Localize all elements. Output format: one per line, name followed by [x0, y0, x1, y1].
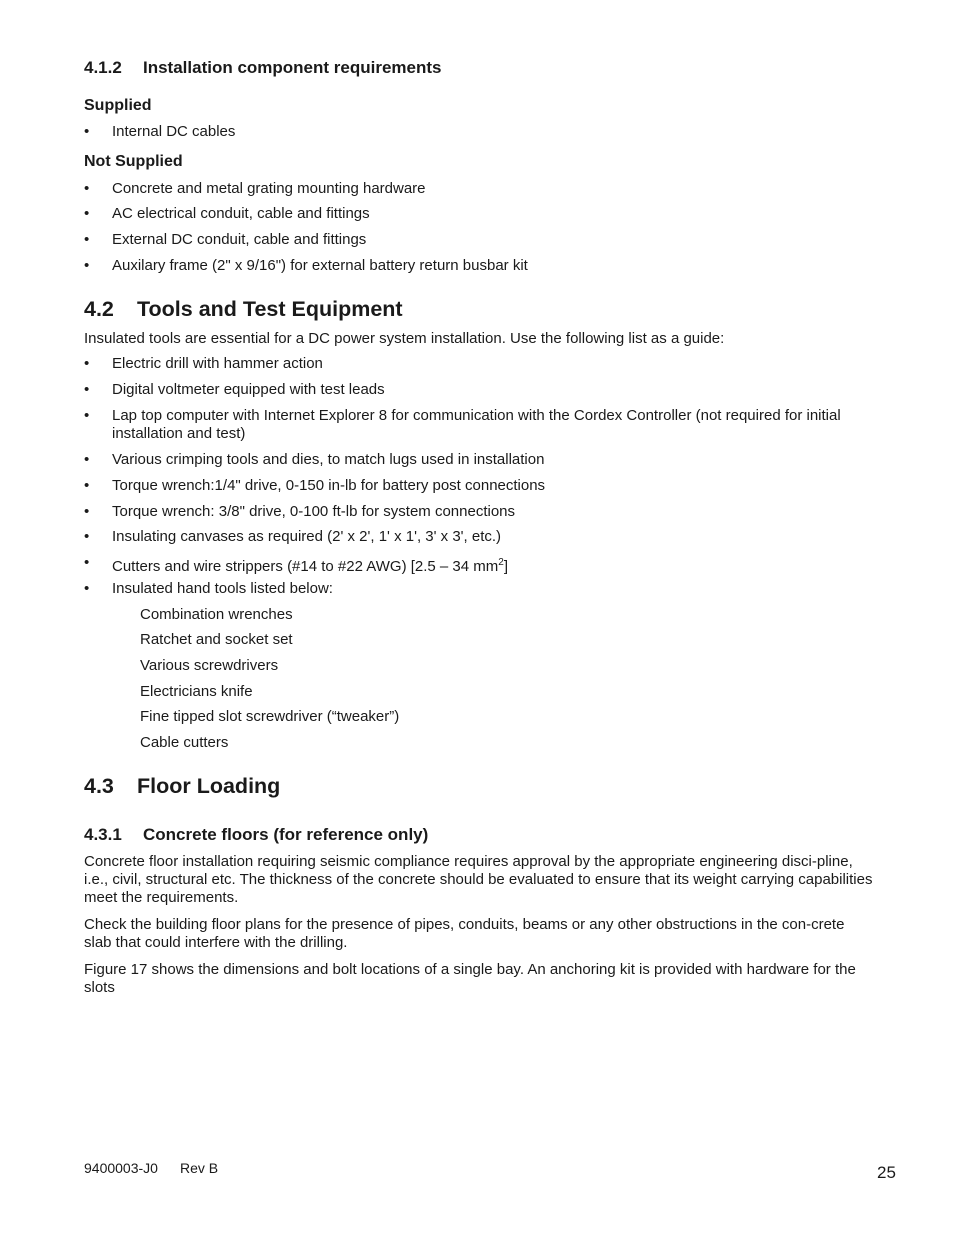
- bullet-icon: •: [84, 123, 90, 140]
- list-item: [84, 528, 874, 546]
- section-title: Concrete floors (for reference only): [143, 825, 429, 844]
- list-item-text: [112, 554, 852, 576]
- doc-number: 9400003-J0: [84, 1160, 158, 1176]
- bullet-icon: •: [84, 580, 90, 597]
- list-item-text: Concrete and metal grating mounting hardware: [112, 180, 426, 197]
- revision: Rev B: [179, 1160, 219, 1176]
- bullet-icon: •: [84, 554, 90, 571]
- list-item-text: Electric drill with hammer action: [112, 355, 323, 372]
- bullet-icon: •: [84, 205, 90, 222]
- section-number: 4.1.2: [84, 58, 122, 77]
- list-item: [84, 503, 874, 521]
- bullet-icon: •: [84, 180, 90, 197]
- list-item: [84, 381, 874, 399]
- bullet-icon: •: [84, 257, 90, 274]
- list-item: [84, 205, 874, 223]
- list-item-text: Lap top computer with Internet Explorer 8 for communication with the Cordex Controller (not required for initial installation and test): [112, 407, 841, 442]
- bullet-icon: •: [84, 503, 90, 520]
- section-4-3-1-heading: [84, 825, 428, 845]
- list-item: [84, 180, 874, 198]
- list-item-text: Digital voltmeter equipped with test leads: [112, 381, 385, 398]
- section-number: 4.3: [84, 774, 114, 798]
- list-item-text: AC electrical conduit, cable and fittings: [112, 205, 370, 222]
- bullet-icon: •: [84, 381, 90, 398]
- hand-tool-item: Cable cutters: [140, 734, 229, 751]
- not-supplied-heading: Not Supplied: [84, 153, 183, 170]
- list-item: [84, 231, 874, 249]
- section-number: 4.3.1: [84, 825, 122, 844]
- section-number: 4.2: [84, 297, 114, 321]
- bullet-icon: •: [84, 477, 90, 494]
- list-item: [84, 580, 874, 598]
- list-item: [84, 407, 874, 443]
- paragraph: Concrete floor installation requiring seismic compliance requires approval by the appropriate engineering disci-pline, i.e., civil, structural etc. The thickness of the concrete should be evaluated to ensure that its weight carrying capabilities meet the requirements.: [84, 853, 873, 906]
- hand-tool-item: Electricians knife: [140, 683, 253, 700]
- bullet-icon: •: [84, 231, 90, 248]
- intro-paragraph: Insulated tools are essential for a DC power system installation. Use the following list as a guide:: [84, 330, 725, 347]
- list-item: [84, 123, 874, 141]
- list-item-text: Various crimping tools and dies, to match lugs used in installation: [112, 451, 545, 468]
- list-item: [84, 355, 874, 373]
- bullet-icon: •: [84, 528, 90, 545]
- section-title: Tools and Test Equipment: [137, 297, 403, 321]
- footer-doc-info: [84, 1160, 218, 1176]
- cutters-text-end: ]: [503, 558, 509, 575]
- list-item: [84, 257, 874, 275]
- list-item: [84, 554, 874, 576]
- list-item-text: Torque wrench: 3/8" drive, 0-100 ft-lb for system connections: [112, 503, 516, 520]
- hand-tool-item: Ratchet and socket set: [140, 631, 293, 648]
- list-item: [84, 477, 874, 495]
- cutters-text: Cutters and wire strippers (#14 to #22 AWG) [2.5 – 34 mm: [112, 558, 499, 575]
- list-item-text: Auxilary frame (2" x 9/16") for external battery return busbar kit: [112, 257, 528, 274]
- paragraph: Check the building floor plans for the presence of pipes, conduits, beams or any other obstructions in the con-crete slab that could interfere with the drilling.: [84, 916, 845, 951]
- list-item-text: Insulated hand tools listed below:: [112, 580, 333, 597]
- list-item-text: External DC conduit, cable and fittings: [112, 231, 367, 248]
- list-item-text: Internal DC cables: [112, 123, 236, 140]
- list-item-text: Torque wrench:1/4" drive, 0-150 in-lb for battery post connections: [112, 477, 546, 494]
- supplied-heading: Supplied: [84, 97, 152, 114]
- paragraph: Figure 17 shows the dimensions and bolt locations of a single bay. An anchoring kit is provided with hardware for the slots: [84, 961, 856, 996]
- hand-tool-item: Combination wrenches: [140, 606, 293, 623]
- superscript: 2: [498, 557, 504, 568]
- hand-tool-item: Various screwdrivers: [140, 657, 279, 674]
- bullet-icon: •: [84, 407, 90, 424]
- section-4-3-heading: [84, 774, 280, 799]
- list-item-text: Insulating canvases as required (2' x 2', 1' x 1', 3' x 3', etc.): [112, 528, 502, 545]
- hand-tool-item: Fine tipped slot screwdriver (“tweaker”): [140, 708, 400, 725]
- section-title: Floor Loading: [137, 774, 281, 798]
- section-4-1-2-heading: [84, 58, 442, 78]
- list-item: [84, 451, 874, 469]
- bullet-icon: •: [84, 355, 90, 372]
- bullet-icon: •: [84, 451, 90, 468]
- section-title: Installation component requirements: [143, 58, 442, 77]
- page-number: 25: [877, 1163, 896, 1182]
- section-4-2-heading: [84, 297, 403, 322]
